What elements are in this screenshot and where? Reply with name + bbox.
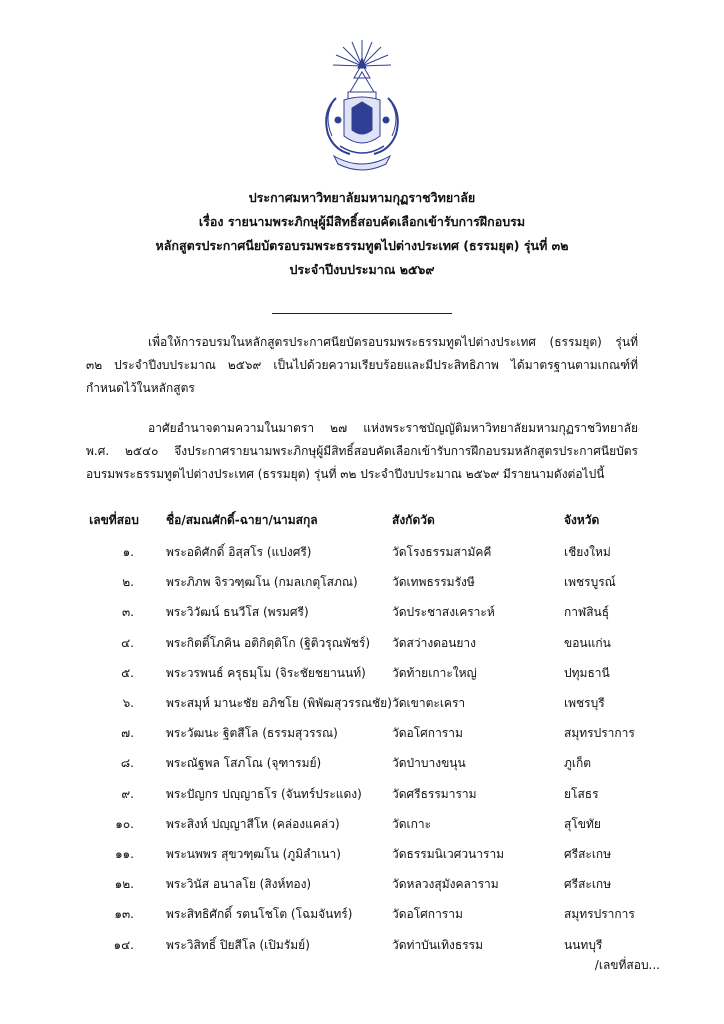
cell-exam-number: ๓.: [121, 605, 134, 620]
header-exam-number: เลขที่สอบ: [89, 513, 139, 527]
cell-name: พระสิงห์ ปญฺญาสีโห (คล่องแคล่ว): [166, 816, 340, 831]
table-row: [0, 842, 724, 866]
cell-exam-number: ๑๒.: [114, 877, 134, 892]
cell-province: ศรีสะเกษ: [564, 847, 612, 861]
cell-name: พระวินัส อนาลโย (สิงห์ทอง): [166, 877, 312, 892]
cell-exam-number: ๔.: [121, 635, 134, 650]
header-temple: สังกัดวัด: [392, 513, 435, 527]
table-row: [0, 751, 724, 775]
cell-province: เพชรบูรณ์: [564, 575, 616, 590]
cell-exam-number: ๒.: [122, 575, 134, 590]
intro-paragraph: [86, 331, 638, 400]
intro-paragraph-text: เพื่อให้การอบรมในหลักสูตรประกาศนียบัตรอบรมพระธรรมทูตไปต่างประเทศ (ธรรมยุต) รุ่นที่ ๓๒ ประจำปีงบประมาณ ๒๕๖๙ เป็นไปด้วยความเรียบร้อยและมีประสิทธิภาพ ได้มาตรฐานตามเกณฑ์ที่กำหนดไว้ในหลักสูตร: [86, 335, 638, 395]
cell-exam-number: ๗.: [121, 726, 134, 741]
cell-exam-number: ๑๐.: [115, 816, 134, 831]
announcement-subject: เรื่อง รายนามพระภิกษุผู้มีสิทธิ์สอบคัดเลือกเข้ารับการฝึกอบรม: [198, 214, 526, 229]
table-row: [0, 661, 724, 685]
cell-temple: วัดป่าบางขนุน: [392, 756, 466, 771]
table-row: [0, 540, 724, 564]
table-row: [0, 691, 724, 715]
cell-temple: วัดโรงธรรมสามัคคี: [392, 545, 492, 559]
table-row: [0, 933, 724, 957]
cell-temple: วัดเทพธรรมรังษี: [392, 575, 475, 590]
cell-province: ปทุมธานี: [564, 665, 610, 680]
table-row: [0, 902, 724, 926]
table-row: [0, 872, 724, 896]
cell-name: พระปัญกร ปญฺญาธโร (จันทร์ประแดง): [166, 786, 362, 801]
cell-name: พระอดิศักดิ์ อิสฺสโร (แปงศรี): [166, 545, 312, 559]
cell-name: พระนพพร สุขวฑฺฒโน (ภูมิลำเนา): [166, 847, 341, 861]
table-row: [0, 570, 724, 594]
table-row: [0, 600, 724, 624]
cell-temple: วัดเขาตะเครา: [392, 696, 466, 710]
table-header-row: [0, 508, 724, 532]
cell-name: พระสมุห์ มานะชัย อภิชโย (พิพัฒสุวรรณชัย): [166, 696, 392, 710]
cell-temple: วัดหลวงสุมังคลาราม: [392, 877, 499, 892]
header-name: ชื่อ/สมณศักดิ์-ฉายา/นามสกุล: [166, 513, 318, 527]
cell-name: พระณัฐพล โสภโณ (จุฑารมย์): [166, 756, 322, 771]
cell-temple: วัดสว่างดอนยาง: [392, 635, 477, 650]
cell-exam-number: ๙.: [121, 786, 134, 801]
cell-temple: วัดธรรมนิเวศวนาราม: [392, 847, 505, 861]
cell-province: สุโขทัย: [564, 816, 601, 831]
cell-temple: วัดอโศการาม: [392, 907, 463, 922]
authority-paragraph-text: อาศัยอำนาจตามความในมาตรา ๒๗ แห่งพระราชบัญญัติมหาวิทยาลัยมหามกุฏราชวิทยาลัย พ.ศ. ๒๕๔๐ จึงประกาศรายนามพระภิกษุผู้มีสิทธิ์สอบคัดเลือกเข้ารับการฝึกอบรมหลักสูตรประกาศนียบัตรอบรมพระธรรมทูตไปต่างประเทศ (ธรรมยุต) รุ่นที่ ๓๒ ประจำปีงบประมาณ ๒๕๖๙ มีรายนามดังต่อไปนี้: [86, 421, 638, 481]
cell-exam-number: ๖.: [122, 696, 134, 710]
cell-exam-number: ๘.: [120, 756, 134, 771]
cell-province: เพชรบุรี: [564, 696, 605, 710]
cell-temple: วัดท้ายเกาะใหญ่: [392, 665, 477, 680]
table-row: [0, 721, 724, 745]
cell-temple: วัดท่าบันเทิงธรรม: [392, 937, 483, 952]
university-emblem: [314, 38, 410, 174]
announcement-fiscal-year: ประจำปีงบประมาณ ๒๕๖๙: [289, 262, 435, 277]
cell-exam-number: ๑๓.: [114, 907, 134, 922]
table-row: [0, 782, 724, 806]
title-divider: [272, 313, 452, 314]
cell-temple: วัดเกาะ: [392, 816, 432, 831]
cell-exam-number: ๑.: [122, 545, 134, 559]
cell-exam-number: ๑๑.: [114, 847, 134, 861]
cell-province: ศรีสะเกษ: [564, 877, 612, 892]
continuation-note: /เลขที่สอบ...: [594, 958, 660, 972]
cell-temple: วัดอโศการาม: [392, 726, 463, 741]
cell-temple: วัดประชาสงเคราะห์: [392, 605, 495, 620]
cell-name: พระวัฒนะ ฐิตสีโล (ธรรมสุวรรณ): [166, 726, 338, 741]
header-province: จังหวัด: [564, 513, 600, 527]
cell-province: เชียงใหม่: [564, 545, 611, 559]
cell-exam-number: ๑๔.: [113, 937, 134, 952]
announcement-title: ประกาศมหาวิทยาลัยมหามกุฏราชวิทยาลัย: [248, 190, 476, 205]
authority-paragraph: [86, 417, 638, 486]
table-row: [0, 812, 724, 836]
cell-name: พระสิทธิศักดิ์ รตนโชโต (โฉมจันทร์): [166, 907, 353, 922]
cell-name: พระภิภพ จิรวฑฺฒโน (กมลเกตุโสภณ): [166, 575, 358, 590]
cell-province: ภูเก็ต: [564, 756, 592, 771]
table-row: [0, 631, 724, 655]
cell-province: นนทบุรี: [564, 937, 603, 952]
cell-province: กาฬสินธุ์: [564, 605, 610, 620]
cell-province: สมุทรปราการ: [564, 907, 635, 922]
cell-temple: วัดศรีธรรมาราม: [392, 786, 477, 801]
cell-exam-number: ๕.: [121, 665, 134, 680]
announcement-course: หลักสูตรประกาศนียบัตรอบรมพระธรรมทูตไปต่างประเทศ (ธรรมยุต) รุ่นที่ ๓๒: [155, 238, 569, 253]
cell-province: ขอนแก่น: [564, 635, 611, 650]
cell-province: สมุทรปราการ: [564, 726, 635, 741]
cell-name: พระวิสิทธิ์ ปิยสีโล (เปิมรัมย์): [166, 937, 310, 952]
cell-name: พระวิวัฒน์ ธนวีโส (พรมศรี): [166, 605, 309, 620]
cell-name: พระวรพนธ์ ครุธมฺโม (จิระชัยชยานนท์): [166, 665, 366, 680]
cell-name: พระกิตติ์โภคิน อติกิตฺติโก (ฐิติวรุณพัชร์): [166, 635, 371, 650]
cell-province: ยโสธร: [564, 786, 599, 801]
